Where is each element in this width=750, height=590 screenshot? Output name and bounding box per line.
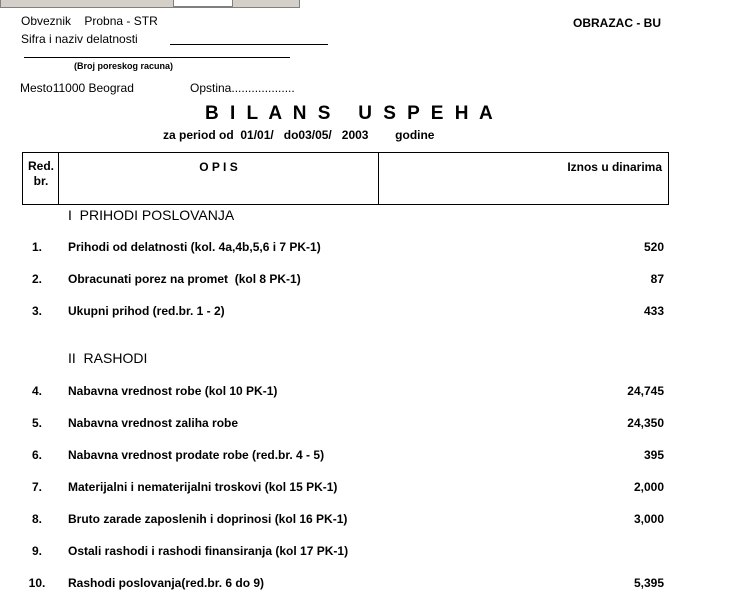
row-number: 1. — [31, 240, 42, 254]
opstina-label: Opstina................... — [190, 81, 295, 95]
obveznik-label: Obveznik — [21, 14, 72, 28]
red-br-line1: Red. — [27, 159, 54, 173]
row-value: 5,395 — [633, 576, 664, 590]
column-header-table — [22, 152, 669, 205]
row-value: 3,000 — [633, 512, 664, 526]
mesto-line — [20, 81, 134, 95]
row-number: 4. — [31, 384, 42, 398]
period-to: do03/05/ — [283, 128, 332, 142]
period-prefix: za period od — [163, 128, 234, 142]
row-value: 24,350 — [627, 416, 664, 430]
row-number: 8. — [31, 512, 42, 526]
period-from: 01/01/ — [240, 128, 274, 142]
row-value: 520 — [643, 240, 664, 254]
section-title-rashodi: II RASHODI — [68, 350, 148, 366]
red-br-header — [25, 159, 57, 189]
row-number: 6. — [31, 448, 42, 462]
obveznik-line — [21, 14, 158, 28]
row-number: 2. — [31, 272, 42, 286]
row-description: Nabavna vrednost robe (kol 10 PK-1) — [68, 384, 278, 398]
row-description: Ostali rashodi i rashodi finansiranja (kol 17 PK-1) — [68, 544, 349, 558]
row-number: 3. — [31, 304, 42, 318]
row-number: 7. — [31, 480, 42, 494]
opis-header: O P I S — [199, 160, 238, 174]
sifra-label: Sifra i naziv delatnosti — [21, 32, 138, 46]
toolbar-fragment — [0, 0, 300, 8]
form-code: OBRAZAC - BU — [573, 16, 661, 30]
mesto-value: 11000 Beograd — [52, 81, 134, 95]
pib-caption: (Broj poreskog racuna) — [74, 61, 174, 71]
row-description: Ukupni prihod (red.br. 1 - 2) — [68, 304, 225, 318]
row-number: 10. — [28, 576, 46, 590]
row-value: 24,745 — [627, 384, 664, 398]
section-title-prihodi: I PRIHODI POSLOVANJA — [68, 207, 235, 223]
row-description: Obracunati porez na promet (kol 8 PK-1) — [68, 272, 301, 286]
iznos-header: Iznos u dinarima — [567, 160, 662, 174]
obveznik-value: Probna - STR — [84, 14, 158, 28]
sifra-field-line — [170, 44, 328, 45]
row-value: 395 — [643, 448, 664, 462]
row-description: Nabavna vrednost prodate robe (red.br. 4 - 5) — [68, 448, 325, 462]
period-suffix: godine — [395, 128, 435, 142]
page-title: B I L A N S U S P E H A — [205, 103, 496, 124]
row-description: Materijalni i nematerijalni troskovi (kol 15 PK-1) — [68, 480, 338, 494]
pib-field-line — [24, 57, 290, 58]
mesto-label: Mesto — [20, 81, 53, 95]
row-description: Prihodi od delatnosti (kol. 4a,4b,5,6 i 7 PK-1) — [68, 240, 321, 254]
column-divider — [378, 153, 379, 204]
row-number: 5. — [31, 416, 42, 430]
row-value: 87 — [650, 272, 664, 286]
row-value: 2,000 — [633, 480, 664, 494]
toolbar-button[interactable] — [173, 0, 233, 7]
red-br-line2: br. — [33, 174, 49, 188]
row-description: Nabavna vrednost zaliha robe — [68, 416, 239, 430]
row-value: 433 — [643, 304, 664, 318]
row-description: Bruto zarade zaposlenih i doprinosi (kol 16 PK-1) — [68, 512, 348, 526]
period-year: 2003 — [341, 128, 369, 142]
row-number: 9. — [31, 544, 42, 558]
period-line — [163, 128, 434, 142]
row-description: Rashodi poslovanja(red.br. 6 do 9) — [68, 576, 265, 590]
